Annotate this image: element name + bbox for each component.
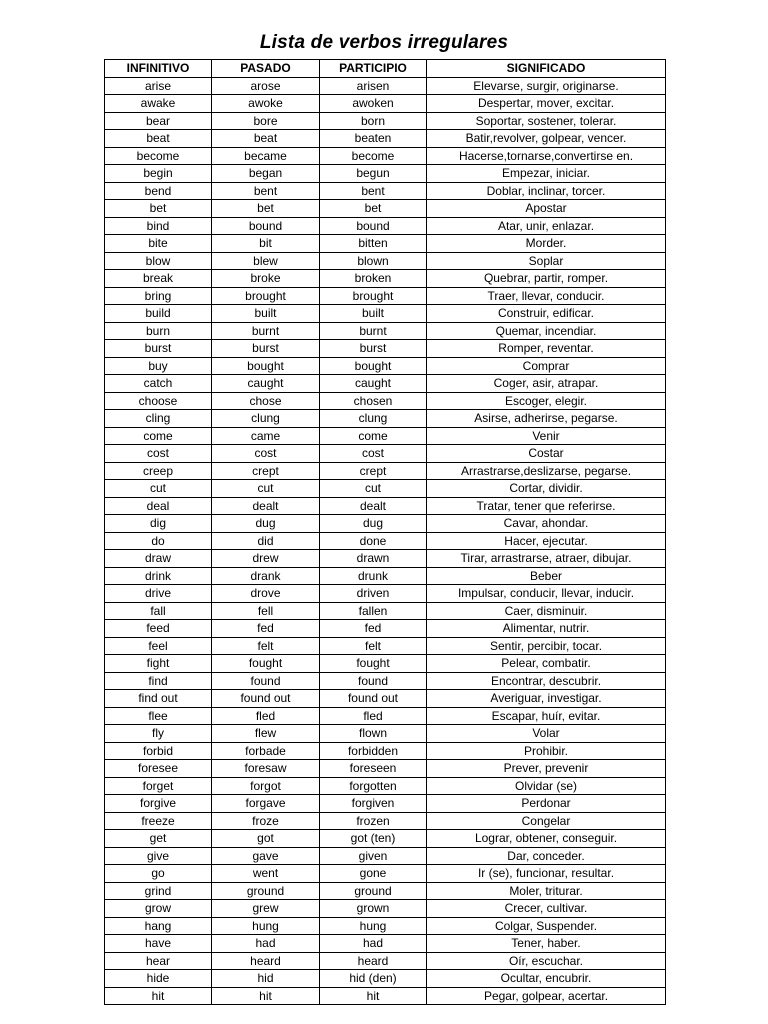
cell-infinitivo: fight	[105, 655, 212, 673]
cell-participio: blown	[320, 252, 427, 270]
cell-significado: Escoger, elegir.	[427, 392, 666, 410]
table-row	[105, 182, 666, 200]
table-row	[105, 112, 666, 130]
cell-infinitivo: have	[105, 935, 212, 953]
table-row	[105, 252, 666, 270]
cell-participio: bought	[320, 357, 427, 375]
cell-pasado: flew	[212, 725, 320, 743]
cell-infinitivo: dig	[105, 515, 212, 533]
table-row	[105, 900, 666, 918]
cell-participio: forbidden	[320, 742, 427, 760]
cell-participio: bitten	[320, 235, 427, 253]
cell-participio: awoken	[320, 95, 427, 113]
cell-significado: Despertar, mover, excitar.	[427, 95, 666, 113]
cell-participio: chosen	[320, 392, 427, 410]
cell-significado: Averiguar, investigar.	[427, 690, 666, 708]
cell-participio: broken	[320, 270, 427, 288]
table-row	[105, 602, 666, 620]
table-row	[105, 497, 666, 515]
table-row	[105, 147, 666, 165]
cell-significado: Escapar, huír, evitar.	[427, 707, 666, 725]
cell-pasado: bet	[212, 200, 320, 218]
cell-significado: Alimentar, nutrir.	[427, 620, 666, 638]
cell-participio: brought	[320, 287, 427, 305]
cell-significado: Cavar, ahondar.	[427, 515, 666, 533]
cell-significado: Impulsar, conducir, llevar, inducir.	[427, 585, 666, 603]
table-row	[105, 130, 666, 148]
cell-significado: Beber	[427, 567, 666, 585]
cell-infinitivo: freeze	[105, 812, 212, 830]
cell-infinitivo: grow	[105, 900, 212, 918]
table-row	[105, 165, 666, 183]
cell-significado: Ocultar, encubrir.	[427, 970, 666, 988]
cell-participio: begun	[320, 165, 427, 183]
table-row	[105, 217, 666, 235]
cell-participio: got (ten)	[320, 830, 427, 848]
cell-significado: Empezar, iniciar.	[427, 165, 666, 183]
cell-pasado: became	[212, 147, 320, 165]
cell-pasado: gave	[212, 847, 320, 865]
table-row	[105, 952, 666, 970]
cell-infinitivo: bend	[105, 182, 212, 200]
cell-pasado: went	[212, 865, 320, 883]
cell-pasado: dug	[212, 515, 320, 533]
cell-participio: built	[320, 305, 427, 323]
verbs-table	[104, 59, 666, 1005]
table-row	[105, 865, 666, 883]
cell-pasado: came	[212, 427, 320, 445]
cell-participio: felt	[320, 637, 427, 655]
cell-infinitivo: cut	[105, 480, 212, 498]
cell-participio: done	[320, 532, 427, 550]
cell-participio: drawn	[320, 550, 427, 568]
cell-pasado: caught	[212, 375, 320, 393]
cell-significado: Apostar	[427, 200, 666, 218]
cell-participio: bound	[320, 217, 427, 235]
cell-infinitivo: drink	[105, 567, 212, 585]
cell-pasado: fought	[212, 655, 320, 673]
cell-pasado: grew	[212, 900, 320, 918]
table-row	[105, 637, 666, 655]
table-row	[105, 847, 666, 865]
cell-pasado: broke	[212, 270, 320, 288]
header-participio: PARTICIPIO	[320, 60, 427, 78]
cell-pasado: ground	[212, 882, 320, 900]
cell-significado: Batir,revolver, golpear, vencer.	[427, 130, 666, 148]
table-row	[105, 480, 666, 498]
cell-significado: Venir	[427, 427, 666, 445]
cell-pasado: cut	[212, 480, 320, 498]
cell-pasado: cost	[212, 445, 320, 463]
cell-significado: Comprar	[427, 357, 666, 375]
cell-infinitivo: give	[105, 847, 212, 865]
cell-infinitivo: come	[105, 427, 212, 445]
table-row	[105, 970, 666, 988]
cell-participio: found	[320, 672, 427, 690]
cell-pasado: found out	[212, 690, 320, 708]
cell-pasado: brought	[212, 287, 320, 305]
table-body	[105, 77, 666, 1005]
cell-infinitivo: catch	[105, 375, 212, 393]
cell-significado: Romper, reventar.	[427, 340, 666, 358]
table-row	[105, 287, 666, 305]
cell-significado: Hacer, ejecutar.	[427, 532, 666, 550]
cell-significado: Prever, prevenir	[427, 760, 666, 778]
cell-significado: Coger, asir, atrapar.	[427, 375, 666, 393]
cell-infinitivo: fly	[105, 725, 212, 743]
cell-significado: Arrastrarse,deslizarse, pegarse.	[427, 462, 666, 480]
cell-significado: Pegar, golpear, acertar.	[427, 987, 666, 1005]
table-row	[105, 550, 666, 568]
cell-pasado: crept	[212, 462, 320, 480]
cell-pasado: hung	[212, 917, 320, 935]
cell-pasado: awoke	[212, 95, 320, 113]
table-row	[105, 357, 666, 375]
cell-significado: Congelar	[427, 812, 666, 830]
cell-pasado: bent	[212, 182, 320, 200]
cell-infinitivo: hear	[105, 952, 212, 970]
cell-pasado: drew	[212, 550, 320, 568]
cell-participio: caught	[320, 375, 427, 393]
table-row	[105, 427, 666, 445]
cell-infinitivo: bite	[105, 235, 212, 253]
cell-significado: Perdonar	[427, 795, 666, 813]
cell-participio: ground	[320, 882, 427, 900]
cell-infinitivo: choose	[105, 392, 212, 410]
cell-participio: dealt	[320, 497, 427, 515]
table-row	[105, 375, 666, 393]
cell-significado: Pelear, combatir.	[427, 655, 666, 673]
table-row	[105, 445, 666, 463]
table-row	[105, 690, 666, 708]
table-row	[105, 322, 666, 340]
cell-pasado: burst	[212, 340, 320, 358]
cell-participio: bet	[320, 200, 427, 218]
cell-infinitivo: cost	[105, 445, 212, 463]
cell-participio: come	[320, 427, 427, 445]
cell-significado: Quemar, incendiar.	[427, 322, 666, 340]
table-row	[105, 987, 666, 1005]
cell-infinitivo: drive	[105, 585, 212, 603]
cell-participio: burnt	[320, 322, 427, 340]
cell-infinitivo: go	[105, 865, 212, 883]
table-row	[105, 95, 666, 113]
table-row	[105, 340, 666, 358]
cell-participio: fed	[320, 620, 427, 638]
cell-significado: Quebrar, partir, romper.	[427, 270, 666, 288]
cell-significado: Elevarse, surgir, originarse.	[427, 77, 666, 95]
cell-participio: grown	[320, 900, 427, 918]
cell-infinitivo: draw	[105, 550, 212, 568]
cell-pasado: found	[212, 672, 320, 690]
cell-infinitivo: foresee	[105, 760, 212, 778]
cell-pasado: forbade	[212, 742, 320, 760]
cell-participio: cut	[320, 480, 427, 498]
cell-pasado: forgave	[212, 795, 320, 813]
cell-pasado: blew	[212, 252, 320, 270]
table-row	[105, 620, 666, 638]
cell-significado: Prohibir.	[427, 742, 666, 760]
cell-infinitivo: cling	[105, 410, 212, 428]
cell-significado: Olvidar (se)	[427, 777, 666, 795]
cell-pasado: burnt	[212, 322, 320, 340]
cell-participio: hit	[320, 987, 427, 1005]
cell-participio: cost	[320, 445, 427, 463]
cell-participio: flown	[320, 725, 427, 743]
cell-participio: given	[320, 847, 427, 865]
table-row	[105, 760, 666, 778]
table-row	[105, 462, 666, 480]
cell-significado: Soportar, sostener, tolerar.	[427, 112, 666, 130]
table-row	[105, 392, 666, 410]
page-title: Lista de verbos irregulares	[259, 32, 509, 53]
cell-pasado: dealt	[212, 497, 320, 515]
cell-infinitivo: burst	[105, 340, 212, 358]
cell-pasado: fell	[212, 602, 320, 620]
cell-significado: Morder.	[427, 235, 666, 253]
cell-infinitivo: deal	[105, 497, 212, 515]
cell-infinitivo: creep	[105, 462, 212, 480]
cell-pasado: had	[212, 935, 320, 953]
cell-significado: Cortar, dividir.	[427, 480, 666, 498]
cell-participio: hid (den)	[320, 970, 427, 988]
cell-significado: Crecer, cultivar.	[427, 900, 666, 918]
cell-participio: drunk	[320, 567, 427, 585]
cell-infinitivo: hide	[105, 970, 212, 988]
cell-participio: heard	[320, 952, 427, 970]
cell-infinitivo: bring	[105, 287, 212, 305]
cell-infinitivo: buy	[105, 357, 212, 375]
cell-infinitivo: blow	[105, 252, 212, 270]
cell-pasado: fled	[212, 707, 320, 725]
cell-pasado: built	[212, 305, 320, 323]
table-row	[105, 882, 666, 900]
cell-participio: forgotten	[320, 777, 427, 795]
cell-infinitivo: grind	[105, 882, 212, 900]
cell-significado: Costar	[427, 445, 666, 463]
cell-infinitivo: forgive	[105, 795, 212, 813]
cell-participio: foreseen	[320, 760, 427, 778]
cell-infinitivo: feed	[105, 620, 212, 638]
cell-participio: had	[320, 935, 427, 953]
cell-significado: Tirar, arrastrarse, atraer, dibujar.	[427, 550, 666, 568]
cell-participio: hung	[320, 917, 427, 935]
cell-participio: fought	[320, 655, 427, 673]
cell-participio: beaten	[320, 130, 427, 148]
table-row	[105, 795, 666, 813]
cell-pasado: foresaw	[212, 760, 320, 778]
table-row	[105, 200, 666, 218]
cell-infinitivo: forget	[105, 777, 212, 795]
cell-pasado: bought	[212, 357, 320, 375]
cell-participio: crept	[320, 462, 427, 480]
table-row	[105, 532, 666, 550]
cell-pasado: bound	[212, 217, 320, 235]
cell-infinitivo: build	[105, 305, 212, 323]
table-row	[105, 77, 666, 95]
cell-participio: become	[320, 147, 427, 165]
cell-infinitivo: become	[105, 147, 212, 165]
table-row	[105, 270, 666, 288]
table-row	[105, 235, 666, 253]
table-row	[105, 410, 666, 428]
cell-infinitivo: bet	[105, 200, 212, 218]
cell-participio: frozen	[320, 812, 427, 830]
cell-significado: Hacerse,tornarse,convertirse en.	[427, 147, 666, 165]
cell-pasado: drank	[212, 567, 320, 585]
cell-significado: Tratar, tener que referirse.	[427, 497, 666, 515]
cell-significado: Sentir, percibir, tocar.	[427, 637, 666, 655]
cell-significado: Colgar, Suspender.	[427, 917, 666, 935]
cell-significado: Volar	[427, 725, 666, 743]
cell-infinitivo: get	[105, 830, 212, 848]
header-infinitivo: INFINITIVO	[105, 60, 212, 78]
table-row	[105, 742, 666, 760]
header-significado: SIGNIFICADO	[427, 60, 666, 78]
cell-participio: fallen	[320, 602, 427, 620]
cell-participio: forgiven	[320, 795, 427, 813]
cell-infinitivo: hang	[105, 917, 212, 935]
cell-participio: dug	[320, 515, 427, 533]
cell-participio: born	[320, 112, 427, 130]
table-row	[105, 725, 666, 743]
cell-infinitivo: hit	[105, 987, 212, 1005]
table-row	[105, 830, 666, 848]
cell-infinitivo: feel	[105, 637, 212, 655]
cell-pasado: beat	[212, 130, 320, 148]
cell-participio: bent	[320, 182, 427, 200]
cell-significado: Doblar, inclinar, torcer.	[427, 182, 666, 200]
header-pasado: PASADO	[212, 60, 320, 78]
cell-infinitivo: awake	[105, 95, 212, 113]
table-row	[105, 935, 666, 953]
cell-participio: burst	[320, 340, 427, 358]
cell-significado: Asirse, adherirse, pegarse.	[427, 410, 666, 428]
cell-pasado: hit	[212, 987, 320, 1005]
cell-significado: Traer, llevar, conducir.	[427, 287, 666, 305]
cell-pasado: fed	[212, 620, 320, 638]
cell-infinitivo: bear	[105, 112, 212, 130]
cell-infinitivo: burn	[105, 322, 212, 340]
table-row	[105, 655, 666, 673]
cell-pasado: clung	[212, 410, 320, 428]
cell-pasado: drove	[212, 585, 320, 603]
cell-infinitivo: fall	[105, 602, 212, 620]
cell-pasado: froze	[212, 812, 320, 830]
cell-significado: Oír, escuchar.	[427, 952, 666, 970]
cell-significado: Soplar	[427, 252, 666, 270]
cell-pasado: chose	[212, 392, 320, 410]
cell-participio: driven	[320, 585, 427, 603]
cell-infinitivo: find out	[105, 690, 212, 708]
cell-participio: clung	[320, 410, 427, 428]
table-row	[105, 567, 666, 585]
cell-pasado: arose	[212, 77, 320, 95]
cell-significado: Caer, disminuir.	[427, 602, 666, 620]
cell-significado: Encontrar, descubrir.	[427, 672, 666, 690]
cell-significado: Atar, unir, enlazar.	[427, 217, 666, 235]
cell-significado: Lograr, obtener, conseguir.	[427, 830, 666, 848]
cell-significado: Ir (se), funcionar, resultar.	[427, 865, 666, 883]
table-row	[105, 305, 666, 323]
cell-infinitivo: find	[105, 672, 212, 690]
cell-participio: fled	[320, 707, 427, 725]
cell-significado: Tener, haber.	[427, 935, 666, 953]
table-row	[105, 707, 666, 725]
cell-infinitivo: break	[105, 270, 212, 288]
table-header-row	[105, 60, 666, 78]
cell-infinitivo: beat	[105, 130, 212, 148]
cell-infinitivo: begin	[105, 165, 212, 183]
cell-infinitivo: bind	[105, 217, 212, 235]
table-row	[105, 585, 666, 603]
cell-infinitivo: forbid	[105, 742, 212, 760]
table-row	[105, 917, 666, 935]
cell-pasado: bore	[212, 112, 320, 130]
cell-significado: Dar, conceder.	[427, 847, 666, 865]
cell-pasado: heard	[212, 952, 320, 970]
cell-participio: arisen	[320, 77, 427, 95]
cell-pasado: bit	[212, 235, 320, 253]
cell-pasado: hid	[212, 970, 320, 988]
cell-infinitivo: do	[105, 532, 212, 550]
cell-significado: Moler, triturar.	[427, 882, 666, 900]
cell-infinitivo: flee	[105, 707, 212, 725]
table-row	[105, 515, 666, 533]
cell-participio: found out	[320, 690, 427, 708]
cell-pasado: did	[212, 532, 320, 550]
cell-pasado: got	[212, 830, 320, 848]
cell-infinitivo: arise	[105, 77, 212, 95]
table-row	[105, 777, 666, 795]
cell-significado: Construir, edificar.	[427, 305, 666, 323]
table-row	[105, 672, 666, 690]
table-row	[105, 812, 666, 830]
cell-participio: gone	[320, 865, 427, 883]
cell-pasado: forgot	[212, 777, 320, 795]
cell-pasado: felt	[212, 637, 320, 655]
cell-pasado: began	[212, 165, 320, 183]
